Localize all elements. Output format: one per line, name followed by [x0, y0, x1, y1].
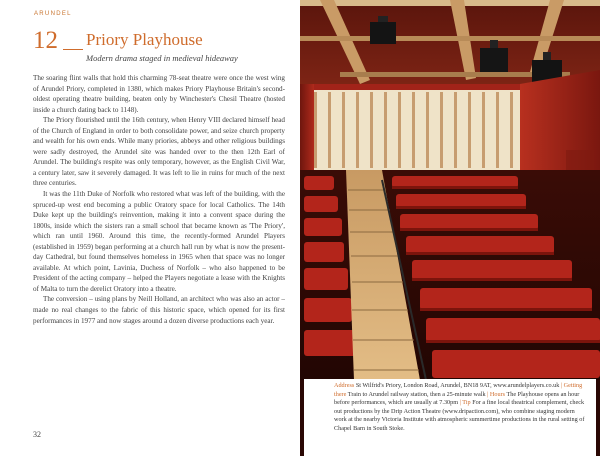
hours-text: The Playhouse opens an hour before performances, which are usually at 7.30pm [334, 390, 580, 407]
entry-title-rule [63, 49, 83, 50]
tip-text: For a fine local theatrical complement, check out productions by the Drip Action Theatre (www.dripaction.com), who combine staging modern work at the nearby Victoria Institute with atmospheric summertime productions in the rural setting of Chapel Barn in South Stoke. [334, 399, 585, 432]
entry-subtitle: Modern drama staged in medieval hideaway [86, 53, 238, 63]
theatre-photo [300, 0, 600, 456]
caption-separator: | [459, 399, 461, 407]
tip-label: Tip [460, 399, 471, 407]
paragraph: The Priory flourished until the 16th century, when Henry VIII declared himself head of the Church of England in order to both consolidate power, and seize church property and wealth for his own ends. While many priories, abbeys and other religious buildings were sadly destroyed, the Arundel site was handed over to the then 12th Earl of Arundel. The building's respite was only temporary, however, as the English Civil War, a century later, saw it severely damaged. It was left to lie in ruins for much of the next three centuries. [33, 116, 285, 188]
address-text: St Wilfrid's Priory, London Road, Arundel, BN18 9AT, www.arundelplayers.co.uk [354, 382, 561, 389]
getting-there-text: Train to Arundel railway station, then a 25-minute walk [346, 390, 488, 398]
hours-label: Hours [488, 390, 506, 398]
entry-number: 12 [33, 27, 58, 54]
paragraph: The soaring flint walls that hold this charming 78-seat theatre were once the west wing of Arundel Priory, completed in 1380, which makes Priory Playhouse Britain's second-oldest operating theatre building, beaten only by Winchester's Chesil Theatre (hosted inside a church dating back to 1148). [33, 74, 285, 114]
address-label: Address [334, 382, 355, 389]
paragraph: It was the 11th Duke of Norfolk who restored what was left of the building, with the spruced-up west end becoming a public Oratory space for local Catholics. The 14th Duke kept up the building's reinvention, making it into a convent space during the 1800s, inside which the sisters ran a small school that became known as 'The Priory', which ran until 1960. Around this time, the recently-formed Arundel Players (established in 1959) began performing at a church hall run by what is now the present-day Cathedral, but found themselves homeless in 1965 when that space was no longer available. At which point, Lavinia, Duchess of Norfolk – who also happened to be President of the acting company – helped the Players negotiate a lease with the Knights of Malta to turn the derelict Oratory into a theatre. [33, 190, 285, 293]
running-head: ARUNDEL [34, 11, 72, 17]
caption-separator: | [487, 390, 489, 398]
body-text [33, 73, 285, 326]
getting-there-label: Getting there [334, 382, 583, 398]
page-number: 32 [33, 430, 41, 439]
caption-separator: | [560, 382, 563, 389]
entry-title: Priory Playhouse [86, 30, 203, 49]
practical-info-caption [304, 379, 596, 456]
paragraph: The conversion – using plans by Neill Holland, an architect who was also an actor – made no real changes to the fabric of this historic space, which opened for its first performances in 1977 and now stages around a dozen diverse productions each year. [33, 295, 285, 325]
